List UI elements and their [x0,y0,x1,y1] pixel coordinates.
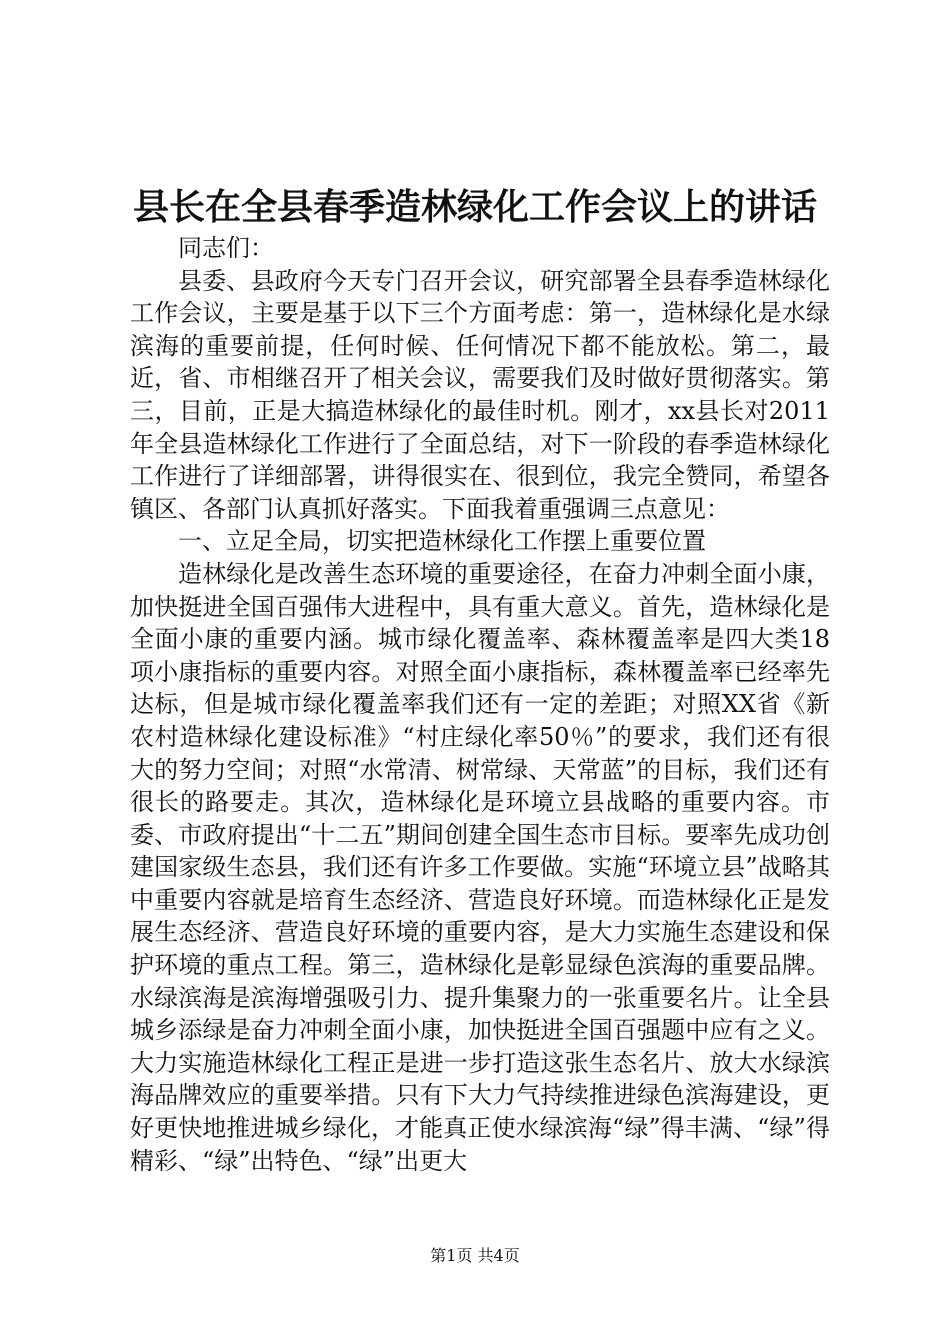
document-title: 县长在全县春季造林绿化工作会议上的讲话 [132,186,817,228]
document-body [130,232,830,1177]
body-paragraph: 县委、县政府今天专门召开会议，研究部署全县春季造林绿化工作会议，主要是基于以下三个方面考虑：第一，造林绿化是水绿滨海的重要前提，任何时候、任何情况下都不能放松。第二，最近，省、市相继召开了相关会议，需要我们及时做好贯彻落实。第三，目前，正是大搞造林绿化的最佳时机。刚才，xx县长对2011年全县造林绿化工作进行了全面总结，对下一阶段的春季造林绿化工作进行了详细部署，讲得很实在、很到位，我完全赞同，希望各镇区、各部门认真抓好落实。下面我着重强调三点意见： [130,266,830,523]
page-number-footer: 第1页 共4页 [430,1246,520,1265]
salutation: 同志们： [178,234,274,262]
body-paragraph: 造林绿化是改善生态环境的重要途径，在奋力冲刺全面小康，加快挺进全国百强伟大进程中，具有重大意义。首先，造林绿化是全面小康的重要内涵。城市绿化覆盖率、森林覆盖率是四大类18项小康指标的重要内容。对照全面小康指标，森林覆盖率已经率先达标，但是城市绿化覆盖率我们还有一定的差距；对照XX省《新农村造林绿化建设标准》“村庄绿化率50％”的要求，我们还有很大的努力空间；对照“水常清、树常绿、天常蓝”的目标，我们还有很长的路要走。其次，造林绿化是环境立县战略的重要内容。市委、市政府提出“十二五”期间创建全国生态市目标。要率先成功创建国家级生态县，我们还有许多工作要做。实施“环境立县”战略其中重要内容就是培育生态经济、营造良好环境。而造林绿化正是发展生态经济、营造良好环境的重要内容，是大力实施生态建设和保护环境的重点工程。第三，造林绿化是彰显绿色滨海的重要品牌。水绿滨海是滨海增强吸引力、提升集聚力的一张重要名片。让全县城乡添绿是奋力冲刺全面小康，加快挺进全国百强题中应有之义。大力实施造林绿化工程正是进一步打造这张生态名片、放大水绿滨海品牌效应的重要举措。只有下大力气持续推进绿色滨海建设，更好更快地推进城乡绿化，才能真正使水绿滨海“绿”得丰满、“绿”得精彩、“绿”出特色、“绿”出更大 [130,559,830,1175]
section-heading: 一、立足全局，切实把造林绿化工作摆上重要位置 [178,527,706,556]
